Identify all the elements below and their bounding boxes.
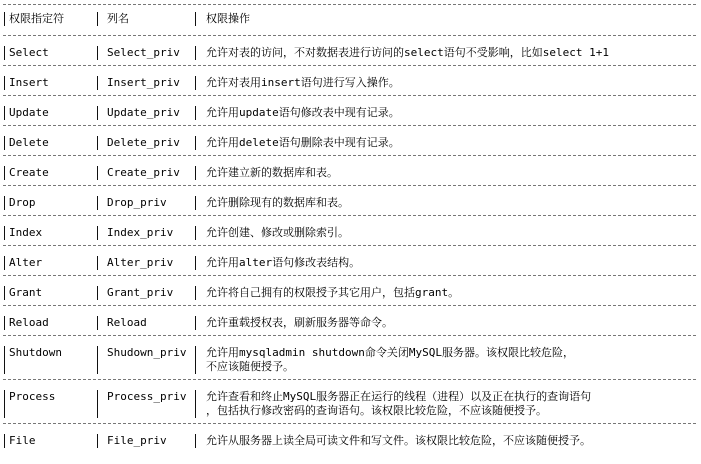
privilege-description-line: 允许用mysqladmin shutdown命令关闭MySQL服务器。该权限比较危险， bbox=[206, 346, 574, 359]
privilege-column-name: File_priv bbox=[107, 434, 167, 447]
table-row bbox=[0, 216, 701, 246]
privilege-column-name: Delete_priv bbox=[107, 136, 180, 149]
privilege-description-line: 允许从服务器上读全局可读文件和写文件。该权限比较危险，不应该随便授予。 bbox=[206, 434, 591, 447]
privilege-column-name: Select_priv bbox=[107, 46, 180, 59]
privilege-specifier: Drop bbox=[9, 196, 36, 209]
column-divider bbox=[97, 166, 98, 180]
column-divider bbox=[4, 196, 5, 210]
header-specifier: 权限指定符 bbox=[9, 12, 64, 25]
table-row bbox=[0, 306, 701, 336]
privilege-column-name: Drop_priv bbox=[107, 196, 167, 209]
privilege-description-line: 允许对表的访问，不对数据表进行访问的select语句不受影响，比如select 1+1 bbox=[206, 46, 609, 59]
column-divider bbox=[195, 346, 196, 374]
privilege-specifier: Reload bbox=[9, 316, 49, 329]
table-row bbox=[0, 336, 701, 380]
column-divider bbox=[97, 316, 98, 330]
privilege-column-name: Shudown_priv bbox=[107, 346, 187, 359]
column-divider bbox=[4, 226, 5, 240]
privilege-description-line: ，包括执行修改密码的查询语句。该权限比较危险，不应该随便授予。 bbox=[206, 404, 547, 417]
column-divider bbox=[97, 226, 98, 240]
privilege-column-name: Create_priv bbox=[107, 166, 180, 179]
column-divider bbox=[195, 166, 196, 180]
column-divider bbox=[4, 76, 5, 90]
header-operation: 权限操作 bbox=[206, 12, 250, 25]
privilege-description-line: 允许建立新的数据库和表。 bbox=[206, 166, 338, 179]
privilege-description-line: 不应该随便授予。 bbox=[206, 360, 294, 373]
column-divider bbox=[195, 390, 196, 418]
column-divider bbox=[4, 46, 5, 60]
column-divider bbox=[97, 346, 98, 374]
privilege-specifier: File bbox=[9, 434, 36, 447]
privilege-specifier: Grant bbox=[9, 286, 43, 299]
column-divider bbox=[195, 106, 196, 120]
table-row bbox=[0, 246, 701, 276]
privilege-specifier: Process bbox=[9, 390, 56, 403]
table-row bbox=[0, 126, 701, 156]
privilege-specifier: Update bbox=[9, 106, 49, 119]
column-divider bbox=[97, 390, 98, 418]
privilege-specifier: Create bbox=[9, 166, 49, 179]
privilege-column-name: Reload bbox=[107, 316, 147, 329]
table-top-border bbox=[3, 4, 696, 5]
table-row bbox=[0, 186, 701, 216]
privilege-specifier: Alter bbox=[9, 256, 43, 269]
privilege-specifier: Delete bbox=[9, 136, 49, 149]
column-divider bbox=[4, 106, 5, 120]
column-divider bbox=[97, 256, 98, 270]
privilege-specifier: Index bbox=[9, 226, 43, 239]
table-row bbox=[0, 96, 701, 126]
column-divider bbox=[195, 316, 196, 330]
column-divider bbox=[4, 346, 5, 374]
column-divider bbox=[4, 166, 5, 180]
privilege-description-line: 允许用delete语句删除表中现有记录。 bbox=[206, 136, 400, 149]
column-divider bbox=[195, 256, 196, 270]
privilege-description-line: 允许创建、修改或删除索引。 bbox=[206, 226, 349, 239]
column-divider bbox=[97, 136, 98, 150]
column-divider bbox=[4, 136, 5, 150]
column-divider bbox=[195, 136, 196, 150]
column-divider bbox=[97, 196, 98, 210]
column-divider bbox=[4, 316, 5, 330]
table-header-row bbox=[0, 6, 701, 36]
privilege-column-name: Index_priv bbox=[107, 226, 174, 239]
column-divider bbox=[97, 286, 98, 300]
privilege-description-line: 允许将自己拥有的权限授予其它用户，包括grant。 bbox=[206, 286, 460, 299]
table-row bbox=[0, 156, 701, 186]
table-row bbox=[0, 66, 701, 96]
header-column-name: 列名 bbox=[107, 12, 129, 25]
privilege-description-line: 允许用alter语句修改表结构。 bbox=[206, 256, 361, 269]
column-divider bbox=[195, 46, 196, 60]
privilege-column-name: Update_priv bbox=[107, 106, 180, 119]
privilege-specifier: Shutdown bbox=[9, 346, 62, 359]
privilege-column-name: Insert_priv bbox=[107, 76, 180, 89]
table-row bbox=[0, 36, 701, 66]
privilege-column-name: Process_priv bbox=[107, 390, 187, 403]
column-divider bbox=[97, 46, 98, 60]
column-divider bbox=[4, 256, 5, 270]
column-divider bbox=[195, 434, 196, 448]
column-divider bbox=[195, 12, 196, 26]
privilege-description-line: 允许用update语句修改表中现有记录。 bbox=[206, 106, 400, 119]
column-divider bbox=[4, 286, 5, 300]
column-divider bbox=[195, 196, 196, 210]
column-divider bbox=[195, 286, 196, 300]
column-divider bbox=[97, 434, 98, 448]
privilege-column-name: Grant_priv bbox=[107, 286, 174, 299]
column-divider bbox=[97, 106, 98, 120]
column-divider bbox=[4, 390, 5, 418]
privilege-description-line: 允许重载授权表，刷新服务器等命令。 bbox=[206, 316, 393, 329]
column-divider bbox=[4, 434, 5, 448]
privilege-description-line: 允许删除现有的数据库和表。 bbox=[206, 196, 349, 209]
privilege-column-name: Alter_priv bbox=[107, 256, 174, 269]
column-divider bbox=[97, 76, 98, 90]
table-row bbox=[0, 380, 701, 424]
privilege-description-line: 允许对表用insert语句进行写入操作。 bbox=[206, 76, 400, 89]
column-divider bbox=[4, 12, 5, 26]
privilege-specifier: Select bbox=[9, 46, 49, 59]
privilege-specifier: Insert bbox=[9, 76, 49, 89]
column-divider bbox=[97, 12, 98, 26]
column-divider bbox=[195, 76, 196, 90]
privilege-description-line: 允许查看和终止MySQL服务器正在运行的线程（进程）以及正在执行的查询语句 bbox=[206, 390, 592, 403]
column-divider bbox=[195, 226, 196, 240]
table-row bbox=[0, 424, 701, 454]
table-row bbox=[0, 276, 701, 306]
